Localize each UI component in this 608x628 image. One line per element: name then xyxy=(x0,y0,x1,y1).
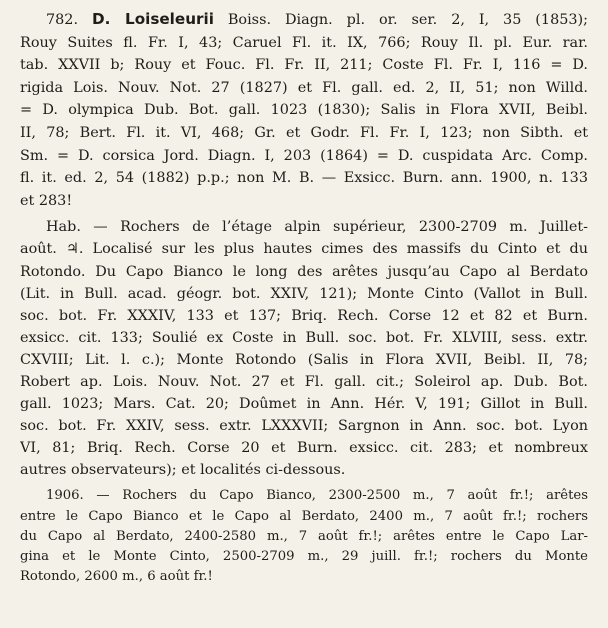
habitat-line: soc. bot. Fr. XXXIV, 133 et 137; Briq. Rech. Corse 12 et 82 et Burn. xyxy=(20,307,588,324)
habitat-line: Rotondo. Du Capo Bianco le long des arêtes jusqu’au Capo al Berdato xyxy=(20,263,588,280)
entry-line: II, 78; Bert. Fl. it. VI, 468; Gr. et Godr. Fl. Fr. I, 123; non Sibth. et xyxy=(20,124,588,141)
habitat-paragraph xyxy=(20,216,588,481)
observation-line: du Capo al Berdato, 2400-2580 m., 7 août fr.!; arêtes entre le Capo Lar- xyxy=(20,528,588,544)
habitat-line: gall. 1023; Mars. Cat. 20; Doûmet in Ann. Hér. V, 191; Gillot in Bull. xyxy=(20,396,588,413)
observation-line: gina et le Monte Cinto, 2500-2709 m., 29 juill. fr.!; rochers du Monte xyxy=(20,549,588,565)
observation-line: Rotondo, 2600 m., 6 août fr.! xyxy=(20,569,213,585)
habitat-line: Robert ap. Lois. Nouv. Not. 27 et Fl. gall. cit.; Soleirol ap. Dub. Bot. xyxy=(20,374,588,390)
habitat-line: soc. bot. Fr. XXIV, sess. extr. LXXXVII; Sargnon in Ann. soc. bot. Lyon xyxy=(20,418,588,435)
observations-paragraph xyxy=(20,486,588,587)
entry-line: Sm. = D. corsica Jord. Diagn. I, 203 (1864) = D. cuspidata Arc. Comp. xyxy=(20,147,588,164)
observation-line: entre le Capo Bianco et le Capo al Berdato, 2400 m., 7 août fr.!; rochers xyxy=(20,508,588,524)
habitat-line: Hab. — Rochers de l’étage alpin supérieur, 2300-2709 m. Juillet- xyxy=(46,219,588,236)
habitat-line: août. ♃. Localisé sur les plus hautes cimes des massifs du Cinto et du xyxy=(20,241,588,258)
entry-line: fl. it. ed. 2, 54 (1882) p.p.; non M. B. — Exsicc. Burn. ann. 1900, n. 133 xyxy=(20,170,588,187)
entry-line: Rouy Suites fl. Fr. I, 43; Caruel Fl. it. IX, 766; Rouy Il. pl. Eur. rar. xyxy=(20,34,588,51)
entry-line xyxy=(20,8,588,32)
entry-line: tab. XXVII b; Rouy et Fouc. Fl. Fr. II, 211; Coste Fl. Fr. I, 116 = D. xyxy=(20,57,588,74)
entry-line: rigida Lois. Nouv. Not. 27 (1827) et Fl. gall. ed. 2, II, 51; non Willd. xyxy=(20,79,588,96)
habitat-line: VI, 81; Briq. Rech. Corse 20 et Burn. exsicc. cit. 283; et nombreux xyxy=(20,440,588,457)
habitat-line: autres observateurs); et localités ci-dessous. xyxy=(20,462,346,479)
observation-line: 1906. — Rochers du Capo Bianco, 2300-2500 m., 7 août fr.!; arêtes xyxy=(46,488,588,504)
habitat-line: CXVIII; Lit. l. c.); Monte Rotondo (Salis in Flora XVII, Beibl. II, 78; xyxy=(20,351,588,368)
habitat-line: (Lit. in Bull. acad. géogr. bot. XXIV, 121); Monte Cinto (Vallot in Bull. xyxy=(20,285,588,302)
species-entry xyxy=(20,8,588,212)
entry-line: et 283! xyxy=(20,192,73,209)
habitat-line: exsicc. cit. 133; Soulié ex Coste in Bull. soc. bot. Fr. XLVIII, sess. extr. xyxy=(20,329,588,346)
species-name: D. Loiseleurii xyxy=(92,10,214,28)
entry-line: = D. olympica Dub. Bot. gall. 1023 (1830); Salis in Flora XVII, Beibl. xyxy=(20,102,588,119)
entry-line-text: Boiss. Diagn. pl. or. ser. 2, I, 35 (1853); xyxy=(213,12,588,28)
entry-number: 782. xyxy=(46,12,79,28)
